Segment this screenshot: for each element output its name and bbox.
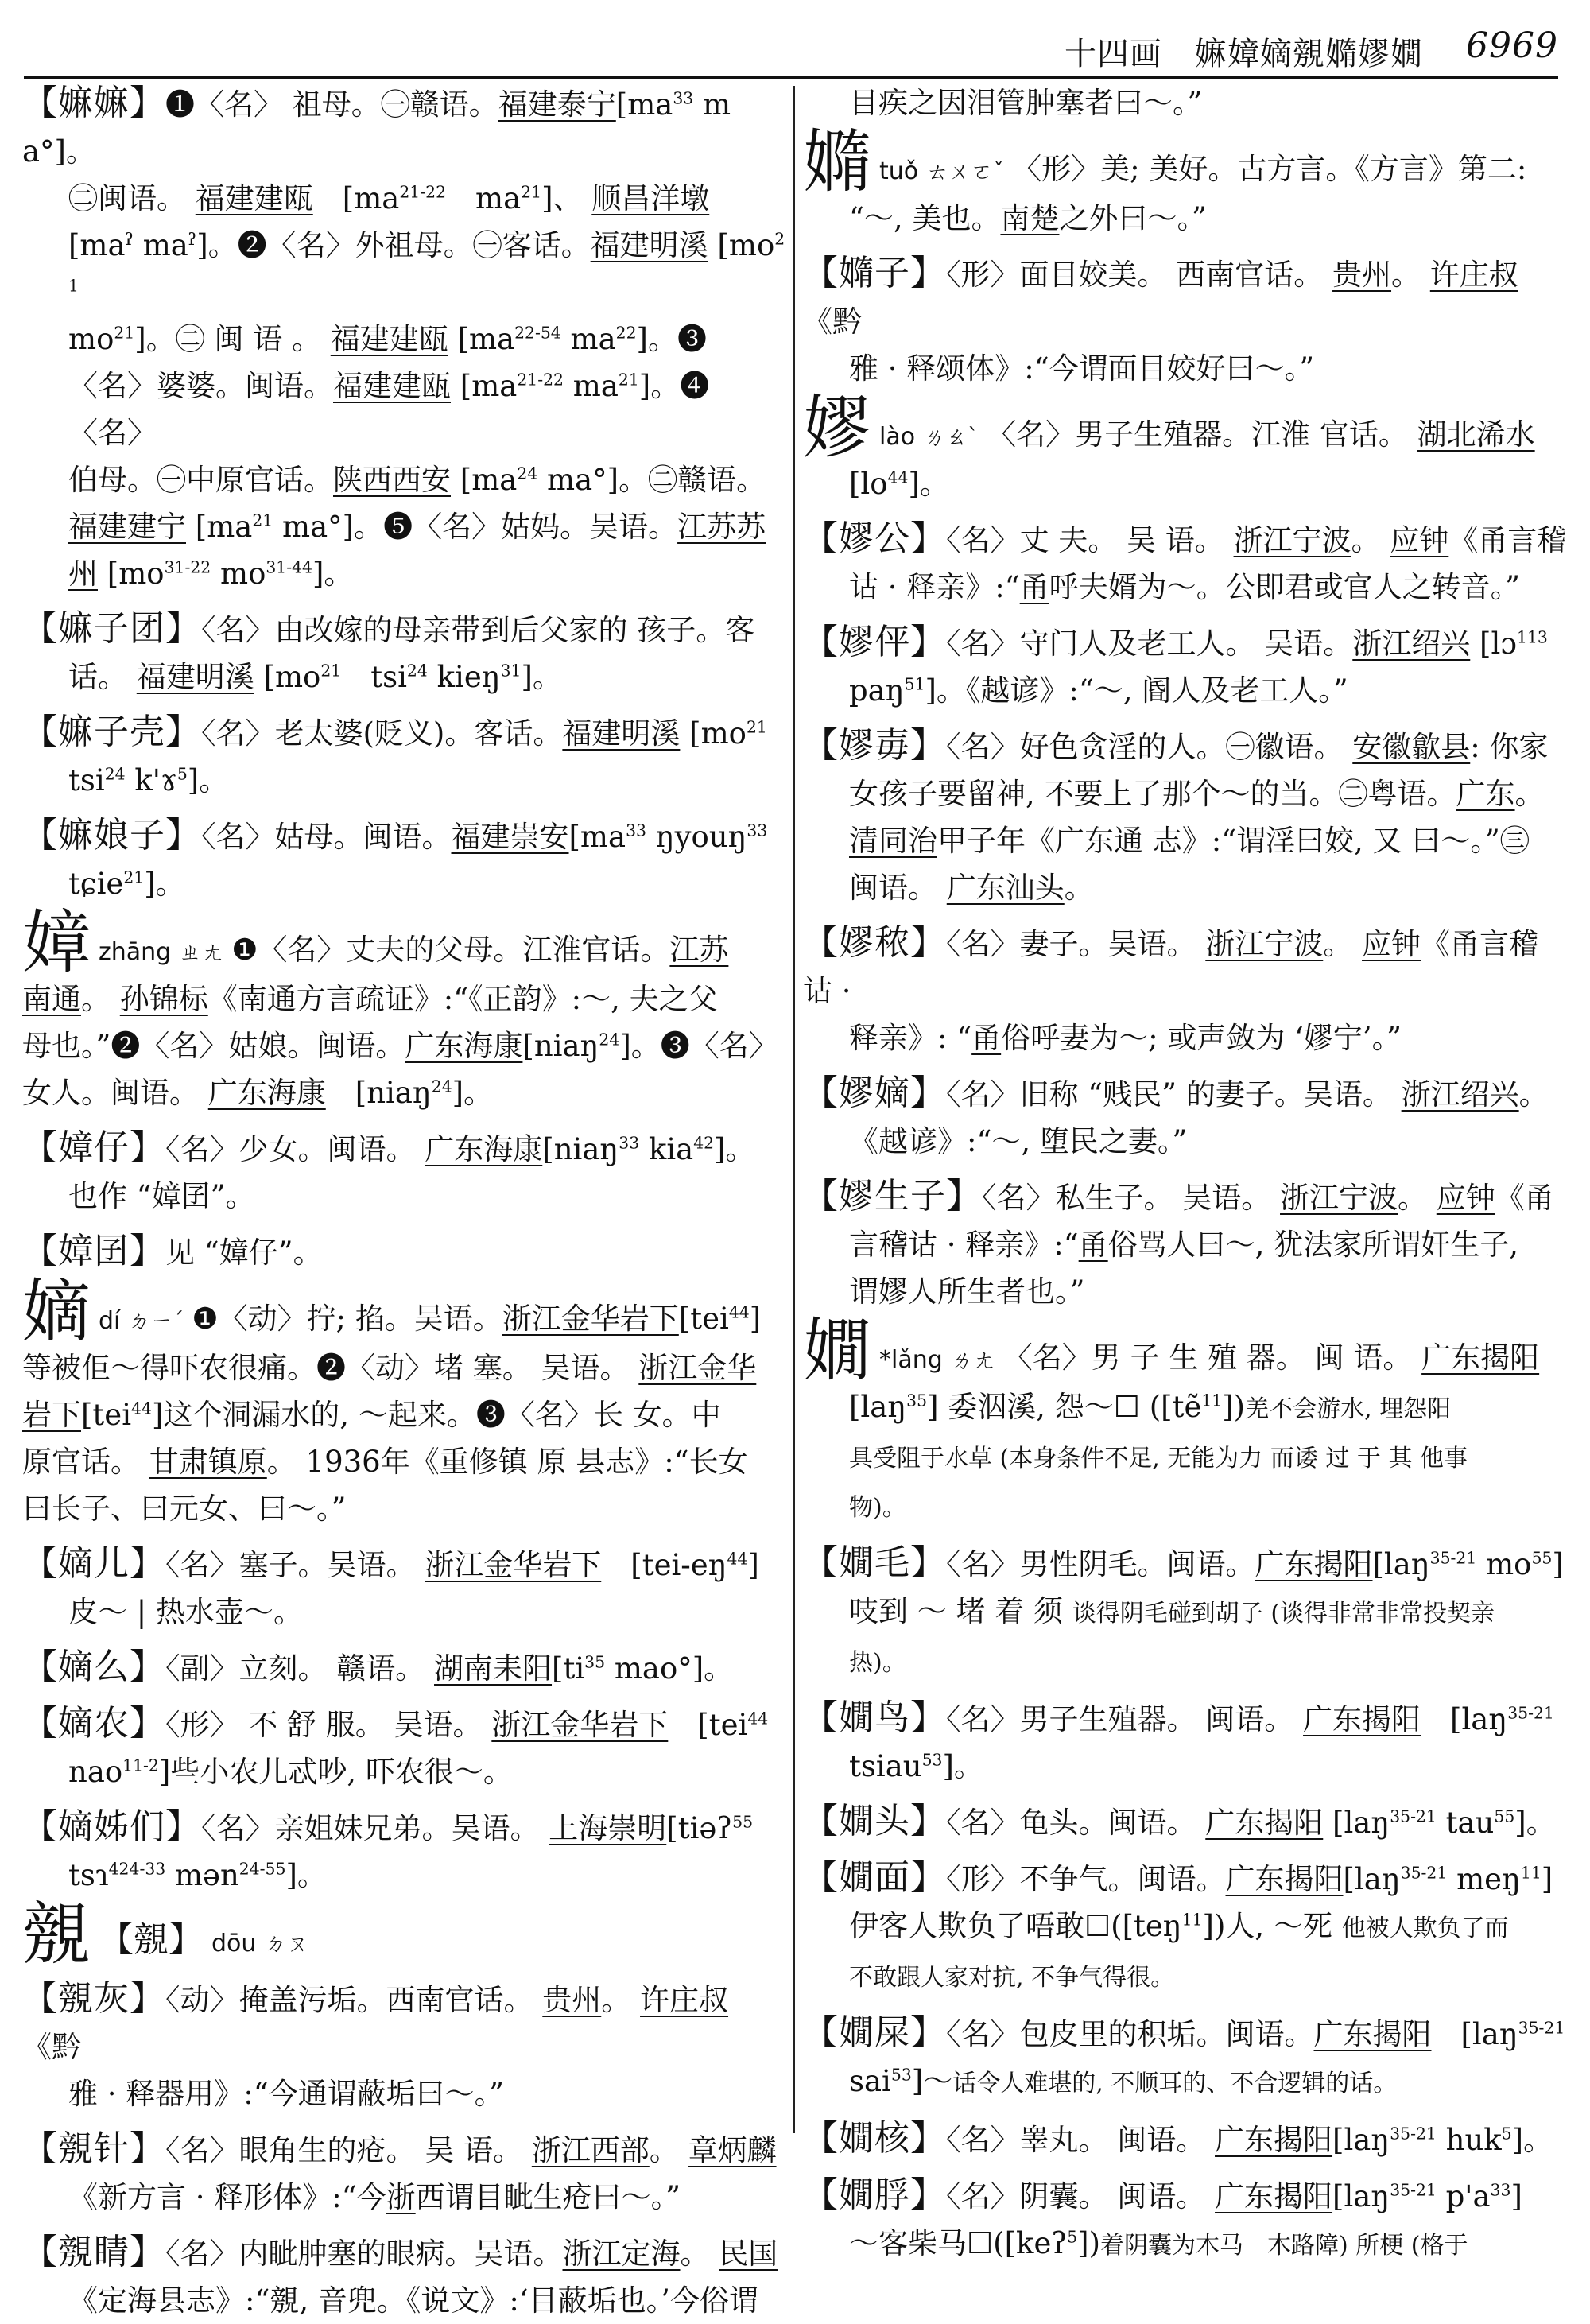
pinyin: lào: [879, 423, 916, 451]
dictionary-entry: 【嫺鸟】〈名〉男子生殖器。 闽语。 广东揭阳 [laŋ$^{35-21}$ tsiau$^{53}$]。: [803, 1697, 1554, 1783]
dictionary-entry: 【嫲嫲】❶〈名〉 祖母。㊀赣语。福建泰宁[$ma^{33}$ ma°]。 ㊁闽语。 福建建瓯 [$ma^{21-22}$ $ma^{21}$]、 顺昌洋墩 [maˀ maˀ]。❷〈名〉外祖母。㊀客话。福建明溪 [$mo^{21}$ $mo^{21}$]。㊁ 闽 语 。 福建建瓯 [$ma^{22-54}$ $ma^{22}$]。❸ 〈名〉婆婆。闽语。福建建瓯 [$ma^{21-22}$ $ma^{21}$]。❹〈名〉 伯母。㊀中原官话。陕西西安 [$ma^{24}$ ma°]。㊁赣语。 福建建宁 [$ma^{21}$ ma°]。❺〈名〉姑妈。吴语。江苏苏 州 [$mo^{31-22}$ $mo^{31-44}$]。: [22, 83, 785, 591]
dictionary-entry: 【嫪生子】〈名〉私生子。 吴语。 浙江宁波。 应钟《甬 言稽诂 · 释亲》:“甬俗骂人曰～, 犹法家所谓奸生子, 谓嫪人所生者也。”: [803, 1176, 1554, 1309]
right-column: [803, 80, 1568, 2260]
zhuyin: ㄊㄨㄛˇ: [926, 158, 1005, 184]
page-header: [24, 14, 1558, 79]
headword-char: 嫡: [22, 1272, 91, 1352]
headword-char: 嫪: [803, 388, 871, 468]
column-divider: [793, 86, 795, 2133]
pinyin: zhāng: [99, 938, 172, 966]
dictionary-entry: 【嫜仔】〈名〉少女。闽语。 广东海康[niaŋ$^{33}$ kia$^{42}$]。 也作 “嫜囝”。: [22, 1127, 755, 1213]
headword-block: [803, 1311, 1568, 1531]
dictionary-entry: 【覫灰】〈动〉掩盖污垢。西南官话。 贵州。 许庄叔《黔 雅 · 释器用》:“今通谓蔽垢曰～。”: [22, 1978, 729, 2111]
pinyin: dí: [99, 1307, 121, 1335]
zhuyin: ㄓㄤ: [179, 939, 224, 965]
dictionary-entry: 【嫺脬】〈名〉阴囊。 闽语。 广东揭阳[laŋ$^{35-21}$ $p'a^{33}$] ～客柴马☐([keʔ$^5$])着阴囊为木马 木路障) 所梗 (格于: [803, 2175, 1522, 2260]
headword-definition: ❶〈名〉丈夫的父母。江淮官话。江苏 南通。 孙锦标《南通方言疏证》:“《正韵》:～, 夫之父 母也。”❷〈名〉姑娘。闽语。广东海康[niaŋ$^{24}$]。❸〈名〉 女人。闽语。 广东海康 [niaŋ$^{24}$]。: [22, 933, 778, 1110]
dictionary-entry: 【覫针】〈名〉眼角生的疮。 吴 语。 浙江西部。 章炳麟 《新方言 · 释形体》:“今浙西谓目眦生疮曰～。”: [22, 2128, 777, 2214]
headword-definition: 〈形〉美; 美好。古方言。《方言》第二: “～, 美也。南楚之外曰～。”: [849, 152, 1527, 235]
dictionary-entry: 【嫡农】〈形〉 不 舒 服。 吴语。 浙江金华岩下 [tei$^{44}$ nao$^{11-2}$]些小农儿忒吵, 吓农很～。: [22, 1703, 769, 1789]
dictionary-entry: 【嫪嫡】〈名〉旧称 “贱民” 的妻子。吴语。 浙江绍兴。 《越谚》:“～, 堕民之妻。”: [803, 1073, 1549, 1158]
left-column: [22, 80, 787, 2318]
dictionary-entry: 【嫺毛】〈名〉男性阴毛。闽语。广东揭阳[laŋ$^{35-21}$ $mo^{55}$] 吱到 ～ 堵 着 须 谈得阴毛碰到胡子 (谈得非常非常投契亲 热)。: [803, 1542, 1564, 1677]
headword-definition: 〈名〉男子生殖器。江淮 官话。 湖北浠水 $[lo^{44}]$。: [849, 417, 1535, 501]
zhuyin: ㄉㄧˊ: [128, 1308, 184, 1334]
header-title: 十四画 嫲嫜嫡覫嫷嫪嫺: [1065, 36, 1423, 72]
dictionary-entry: 【嫷子】〈形〉面目姣美。 西南官话。 贵州。 许庄叔《黔 雅 · 释颂体》:“今谓面目姣好曰～。”: [803, 253, 1518, 386]
dictionary-entry: 【嫺面】〈形〉不争气。闽语。广东揭阳[laŋ$^{35-21}$ meŋ$^{11}$] 伊客人欺负了唔敢☐([teŋ$^{11}$])人, ～死 他被人欺负了而 不敢跟人家对抗, 不争气得很。: [803, 1857, 1553, 1992]
headword-char: 嫺: [803, 1311, 871, 1391]
headword-char: 嫷: [803, 122, 871, 202]
pinyin: tuǒ: [879, 157, 919, 185]
pinyin: dōu: [211, 1930, 257, 1957]
dictionary-entry: 【嫺屎】〈名〉包皮里的积垢。闽语。广东揭阳 [laŋ$^{35-21}$ sai$^{53}$]～话令人难堪的, 不顺耳的、不合逻辑的话。: [803, 2012, 1565, 2098]
headword-block: [803, 388, 1568, 507]
headword-bracket: 【覫】: [99, 1919, 204, 1960]
headword-char: 嫜: [22, 903, 91, 983]
headword-block: [22, 1895, 787, 1974]
dictionary-entry: 【嫜囝】见 “嫜仔”。: [22, 1231, 323, 1271]
headword-block: [22, 903, 787, 1116]
dictionary-entry: 目疾之因泪管肿塞者曰～。”: [849, 86, 1203, 120]
dictionary-entry: 【嫪伻】〈名〉守门人及老工人。 吴语。浙江绍兴 [lɔ$^{113}$ paŋ$^{51}$]。《越谚》:“～, 阍人及老工人。”: [803, 622, 1548, 708]
dictionary-entry: 【嫺头】〈名〉龟头。闽语。 广东揭阳 [laŋ$^{35-21}$ tau$^{55}$]。: [803, 1801, 1556, 1841]
dictionary-entry: 【嫡么】〈副〉立刻。 赣语。 湖南耒阳[$ti^{35}$ mao°]。: [22, 1647, 734, 1687]
headword-definition: ❶〈动〉拧; 掐。吴语。浙江金华岩下[tei$^{44}$] 等被佢～得吓农很痛。❷〈动〉堵 塞。 吴语。 浙江金华 岩下[tei$^{44}$]这个洞漏水的, ～起来。❸〈名〉长 女。中 原官话。 甘肃镇原。 1936年《重修镇 原 县志》:“长女 曰长子、曰元女、曰～。”: [22, 1302, 762, 1526]
headword-definition: 〈名〉男 子 生 殖 器。 闽 语。 广东揭阳 [laŋ$^{35}$] 委泅溪, 怨～☐ ([tẽ$^{11}$])羌不会游水, 埋怨阳 具受阻于水草 (本身条件不足, 无能为力 而诿 过 于 其 他事 物)。: [849, 1340, 1540, 1522]
dictionary-entry: 【嫪毐】〈名〉好色贪淫的人。㊀徽语。 安徽歙县: 你家 女孩子要留神, 不要上了那个～的当。㊁粤语。广东。 清同治甲子年《广东通 志》:“谓淫曰姣, 又 曰～。”㊂ 闽语。 广东汕头。: [803, 725, 1549, 905]
dictionary-entry: 【嫪公】〈名〉丈 夫。 吴 语。 浙江宁波。 应钟《甬言稽 诂 · 释亲》:“甬呼夫婿为～。公即君或官人之转音。”: [803, 518, 1567, 604]
page-number: 6969: [1466, 25, 1558, 66]
zhuyin: ㄉㄡ: [264, 1930, 309, 1957]
dictionary-entry: 【覫睛】〈名〉内眦肿塞的眼病。吴语。浙江定海。 民国 《定海县志》:“覫, 音兜。《说文》:‘目蔽垢也。’今俗谓: [22, 2232, 778, 2318]
dictionary-entry: 【嫡儿】〈名〉塞子。吴语。 浙江金华岩下 $[tei-eŋ^{44}]$ 皮～ | 热水壶～。: [22, 1543, 759, 1629]
headword-block: [22, 1272, 787, 1532]
zhuyin: ㄌㄠˋ: [923, 424, 979, 450]
headword-char: 覫: [22, 1895, 91, 1974]
dictionary-entry: 【嫺核】〈名〉睾丸。 闽语。 广东揭阳[laŋ$^{35-21}$ huk$^5$]。: [803, 2118, 1553, 2159]
dictionary-entry: 【嫲子壳】〈名〉老太婆(贬义)。客话。福建明溪 [$mo^{21}$ tsi$^{24}$ k'ɤ$^5$]。: [22, 712, 767, 797]
zhuyin: ㄌㄤ: [950, 1347, 995, 1373]
headword-block: [803, 122, 1568, 242]
dictionary-entry: 【嫪秾】〈名〉妻子。吴语。 浙江宁波。 应钟《甬言稽诂 · 释亲》: “甬俗呼妻为～; 或声敛为 ‘嫪宁’。”: [803, 922, 1539, 1055]
pinyin: *lǎng: [879, 1346, 943, 1374]
dictionary-entry: 【嫲娘子】〈名〉姑母。闽语。福建崇安[$ma^{33}$ ŋyouŋ$^{33}$ tɕie$^{21}$]。: [22, 815, 768, 901]
dictionary-entry: 【嫲子团】〈名〉由改嫁的母亲带到后父家的 孩子。客 话。 福建明溪 [$mo^{21}$ tsi$^{24}$ kieŋ$^{31}$]。: [22, 608, 755, 694]
dictionary-entry: 【嫡姊们】〈名〉亲姐妹兄弟。吴语。 上海崇明[tiəʔ$^{55}$ tsɿ$^{424-33}$ mən$^{24-55}$]。: [22, 1806, 754, 1892]
